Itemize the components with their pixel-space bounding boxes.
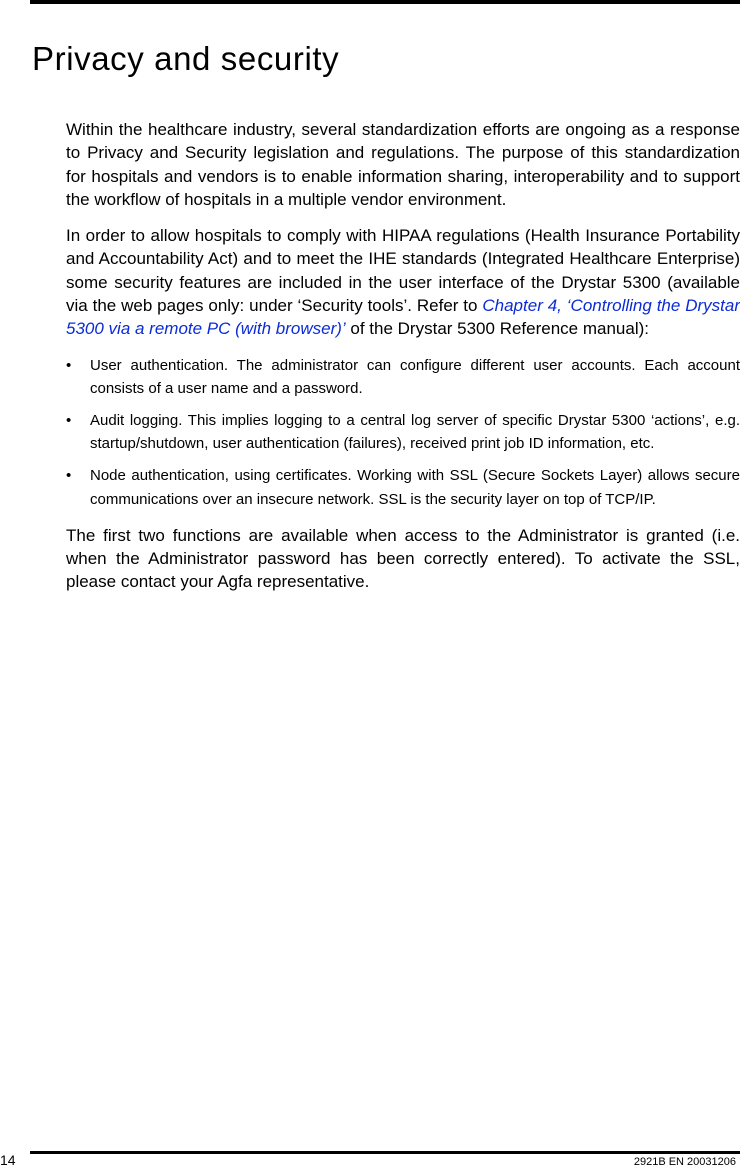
list-item	[66, 354, 740, 400]
body-content	[66, 118, 740, 607]
top-rule	[30, 0, 740, 4]
bullet-icon: •	[66, 356, 72, 374]
bullet-icon: •	[66, 467, 72, 485]
bottom-rule	[30, 1151, 740, 1154]
hipaa-paragraph	[66, 224, 740, 340]
bullet-text: User authentication. The administrator can configure different user accounts. Each account consists of a user name and a password.	[90, 356, 740, 397]
hipaa-paragraph-text: In order to allow hospitals to comply with HIPAA regulations (Health Insurance Portability and Accountability Act) and to meet the IHE standards (Integrated Healthcare Enterprise) some security features are included in the user interface of the Drystar 5300 (available via the web pages only: under ‘Security tools’. Refer to	[66, 226, 740, 316]
chapter-4-link[interactable]: Chapter 4, ‘Controlling the Drystar 5300 via a remote PC (with browser)’	[66, 296, 740, 339]
hipaa-paragraph-tail: of the Drystar 5300 Reference manual):	[345, 319, 649, 339]
bullet-text: Node authentication, using certificates. Working with SSL (Secure Sockets Layer) allows secure communications over an insecure network. SSL is the security layer on top of TCP/IP.	[90, 467, 740, 508]
intro-paragraph: Within the healthcare industry, several standardization efforts are ongoing as a response to Privacy and Security legislation and regulations. The purpose of this standardization for hospitals and vendors is to enable information sharing, interoperability and to support the workflow of hospitals in a multiple vendor environment.	[66, 120, 740, 209]
security-features-list	[66, 354, 740, 511]
bullet-text: Audit logging. This implies logging to a central log server of specific Drystar 5300 ‘actions’, e.g. startup/shutdown, user authentication (failures), received print job ID information, etc.	[90, 412, 740, 453]
page-number: 14	[0, 1152, 16, 1168]
document-code: 2921B EN 20031206	[633, 1156, 736, 1168]
closing-paragraph: The first two functions are available when access to the Administrator is granted (i.e. when the Administrator password has been correctly entered). To activate the SSL, please contact your Agfa representative.	[66, 525, 740, 592]
page-title: Privacy and security	[32, 40, 340, 77]
bullet-icon: •	[66, 412, 72, 430]
list-item	[66, 409, 740, 455]
list-item	[66, 464, 740, 510]
